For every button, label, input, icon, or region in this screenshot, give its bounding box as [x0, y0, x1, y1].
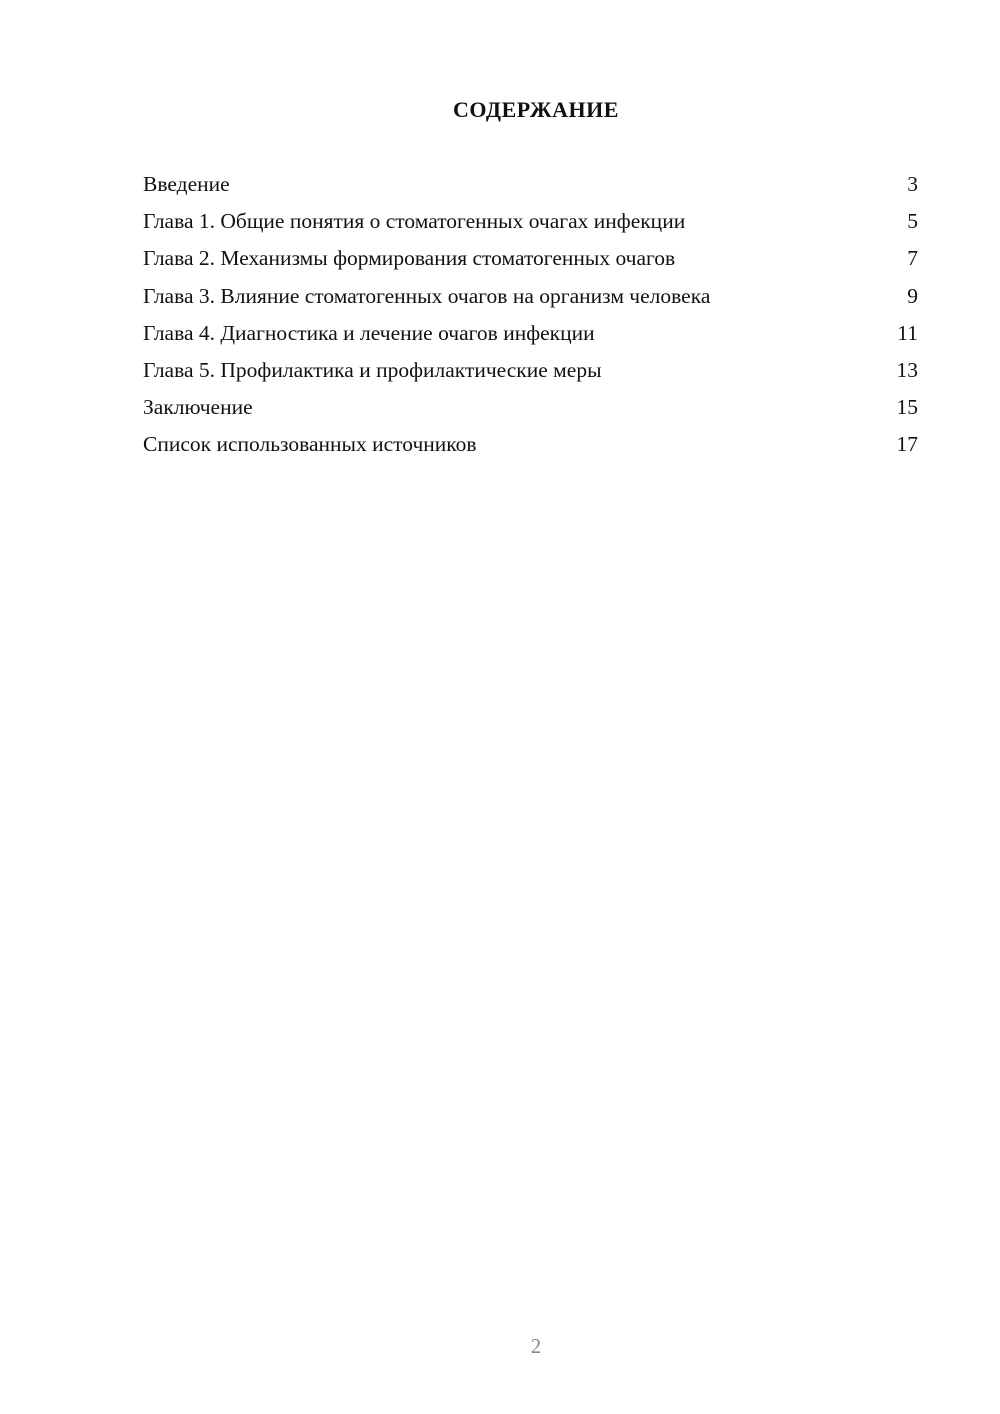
- toc-entry-introduction: [143, 169, 918, 206]
- toc-entry-chapter-1: [143, 206, 918, 243]
- toc-entry-title: Глава 2. Механизмы формирования стоматогенных очагов: [143, 246, 676, 271]
- toc-entry-title: Заключение: [143, 395, 253, 420]
- toc-entry-title: Глава 1. Общие понятия о стоматогенных очагах инфекции: [143, 209, 686, 234]
- toc-entry-references: [143, 429, 918, 466]
- toc-entry-page: 17: [896, 432, 918, 457]
- toc-entry-chapter-3: [143, 281, 918, 318]
- page-title: СОДЕРЖАНИЕ: [453, 97, 619, 122]
- toc-entry-page: 13: [896, 357, 918, 382]
- toc-entry-title: Введение: [143, 172, 230, 196]
- toc-entry-page: 9: [907, 283, 918, 308]
- toc-entry-title: Глава 5. Профилактика и профилактические меры: [143, 357, 602, 382]
- toc-entry-chapter-2: [143, 243, 918, 280]
- toc-entry-conclusion: [143, 392, 918, 429]
- toc-entry-title: Глава 3. Влияние стоматогенных очагов на организм человека: [143, 283, 711, 308]
- toc-entry-page: 3: [907, 172, 918, 196]
- toc-entry-chapter-4: [143, 318, 918, 355]
- toc-entry-title: Список использованных источников: [143, 432, 477, 457]
- toc-entry-page: 7: [907, 246, 918, 271]
- toc-entry-page: 5: [907, 209, 918, 234]
- toc-entry-title: Глава 4. Диагностика и лечение очагов инфекции: [143, 320, 595, 345]
- toc-entry-page: 11: [897, 320, 918, 345]
- toc-entry-chapter-5: [143, 355, 918, 392]
- page-number: 2: [530, 1334, 542, 1358]
- table-of-contents: [143, 169, 918, 467]
- toc-entry-page: 15: [896, 395, 918, 420]
